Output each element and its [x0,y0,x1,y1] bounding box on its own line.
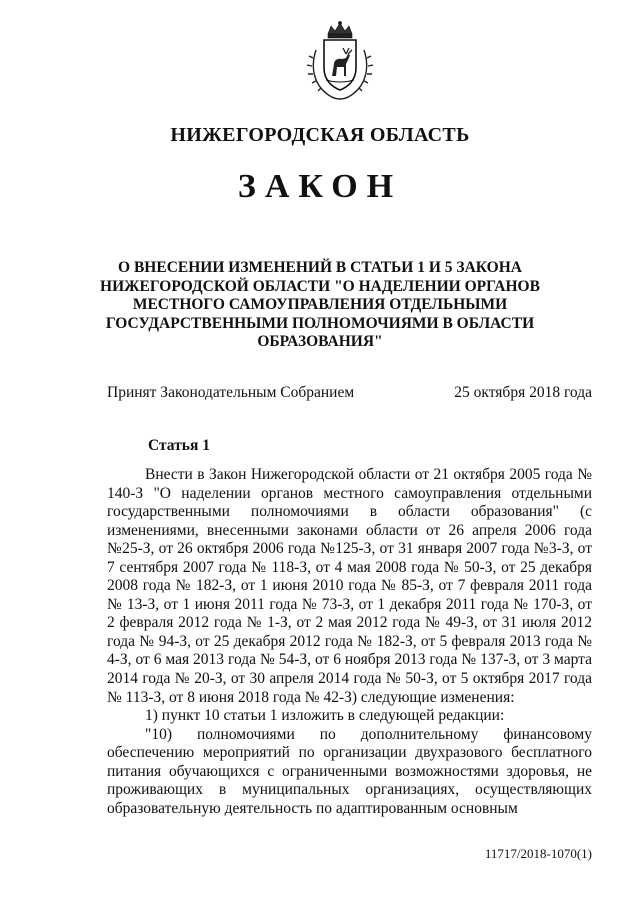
adoption-date: 25 октября 2018 года [454,384,592,401]
article-paragraph: "10) полномочиями по дополнительному финансовому обеспечению мероприятий по организации двухразового бесплатного питания обучающихся с ограниченными возможностями здоровья, не проживающих в муниципальных организациях, осуществляющих образовательную деятельность по адаптированным основным [107,725,592,817]
adopted-by: Принят Законодательным Собранием [107,384,355,401]
document-number: 11717/2018-1070(1) [484,846,592,861]
article-heading: Статья 1 [148,437,210,454]
article-paragraph: Внести в Закон Нижегородской области от 21 октября 2005 года № 140-З "О наделении органов местного самоуправления отдельными государственными полномочиями в области образования" (с изменениями, внесенными законами области от 26 апреля 2006 года №25-З, от 26 октября 2006 года №125-З, от 31 января 2007 года №3-З, от 7 сентября 2007 года № 118-З, от 4 мая 2008 года № 50-З, от 25 декабря 2008 года № 182-З, от 1 июня 2010 года № 85-З, от 7 февраля 2011 года № 13-З, от 1 июня 2011 года № 73-З, от 1 декабря 2011 года № 170-З, от 2 февраля 2012 года № 1-З, от 2 мая 2012 года № 49-З, от 31 июля 2012 года № 94-З, от 25 декабря 2012 года № 182-З, от 5 февраля 2013 года № 4-З, от 6 мая 2013 года № 54-З, от 6 ноября 2013 года № 137-З, от 3 марта 2014 года № 20-З, от 30 апреля 2014 года № 50-З, от 5 октября 2017 года № 113-З, от 8 июня 2018 года № 42-З) следующие изменения: [107,466,592,706]
adoption-row [107,384,592,402]
law-title: О ВНЕСЕНИИ ИЗМЕНЕНИЙ В СТАТЬИ 1 И 5 ЗАКОНА НИЖЕГОРОДСКОЙ ОБЛАСТИ "О НАДЕЛЕНИИ ОРГАНОВ МЕСТНОГО САМОУПРАВЛЕНИЯ ОТДЕЛЬНЫМИ ГОСУДАРСТВЕННЫМИ ПОЛНОМОЧИЯМИ В ОБЛАСТИ ОБРАЗОВАНИЯ" [100,259,540,351]
article-body [107,466,592,818]
region-name: НИЖЕГОРОДСКАЯ ОБЛАСТЬ [170,124,470,146]
coat-of-arms-icon [302,20,378,102]
document-type: ЗАКОН [237,168,403,205]
article-paragraph: 1) пункт 10 статьи 1 изложить в следующей редакции: [145,707,505,725]
